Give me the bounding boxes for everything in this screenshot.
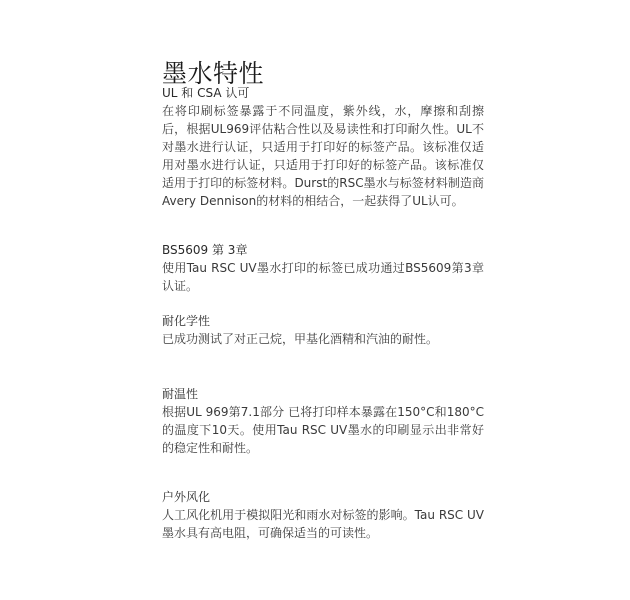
section-heading: 耐化学性	[162, 314, 211, 328]
section-heading: BS5609 第 3章	[162, 243, 248, 257]
section-chemical-resistance	[162, 312, 484, 348]
section-heading: UL 和 CSA 认可	[162, 86, 250, 100]
section-body: 使用Tau RSC UV墨水打印的标签已成功通过BS5609第3章认证。	[162, 261, 484, 293]
section-ul-csa	[162, 84, 484, 210]
section-body: 人工风化机用于模拟阳光和雨水对标签的影响。Tau RSC UV墨水具有高电阻，可确保适当的可读性。	[162, 508, 484, 540]
section-heading: 耐温性	[162, 387, 199, 401]
section-bs5609	[162, 241, 484, 295]
section-body: 在将印刷标签暴露于不同温度，紫外线，水，摩擦和刮擦后，根据UL969评估粘合性以及易读性和打印耐久性。UL不对墨水进行认证，只适用于打印好的标签产品。该标准仅适用对墨水进行认证，只适用于打印好的标签产品。该标准仅适用于打印的标签材料。Durst的RSC墨水与标签材料制造商Avery Dennison的材料的相结合，一起获得了UL认可。	[162, 104, 484, 208]
page-title: 墨水特性	[162, 58, 265, 88]
section-outdoor-weathering	[162, 488, 484, 542]
section-temperature-resistance	[162, 385, 484, 457]
section-body: 根据UL 969第7.1部分 已将打印样本暴露在150°C和180°C的温度下10天。使用Tau RSC UV墨水的印刷显示出非常好的稳定性和耐性。	[162, 405, 484, 455]
section-body: 已成功测试了对正己烷，甲基化酒精和汽油的耐性。	[162, 332, 439, 346]
section-heading: 户外风化	[162, 490, 211, 504]
